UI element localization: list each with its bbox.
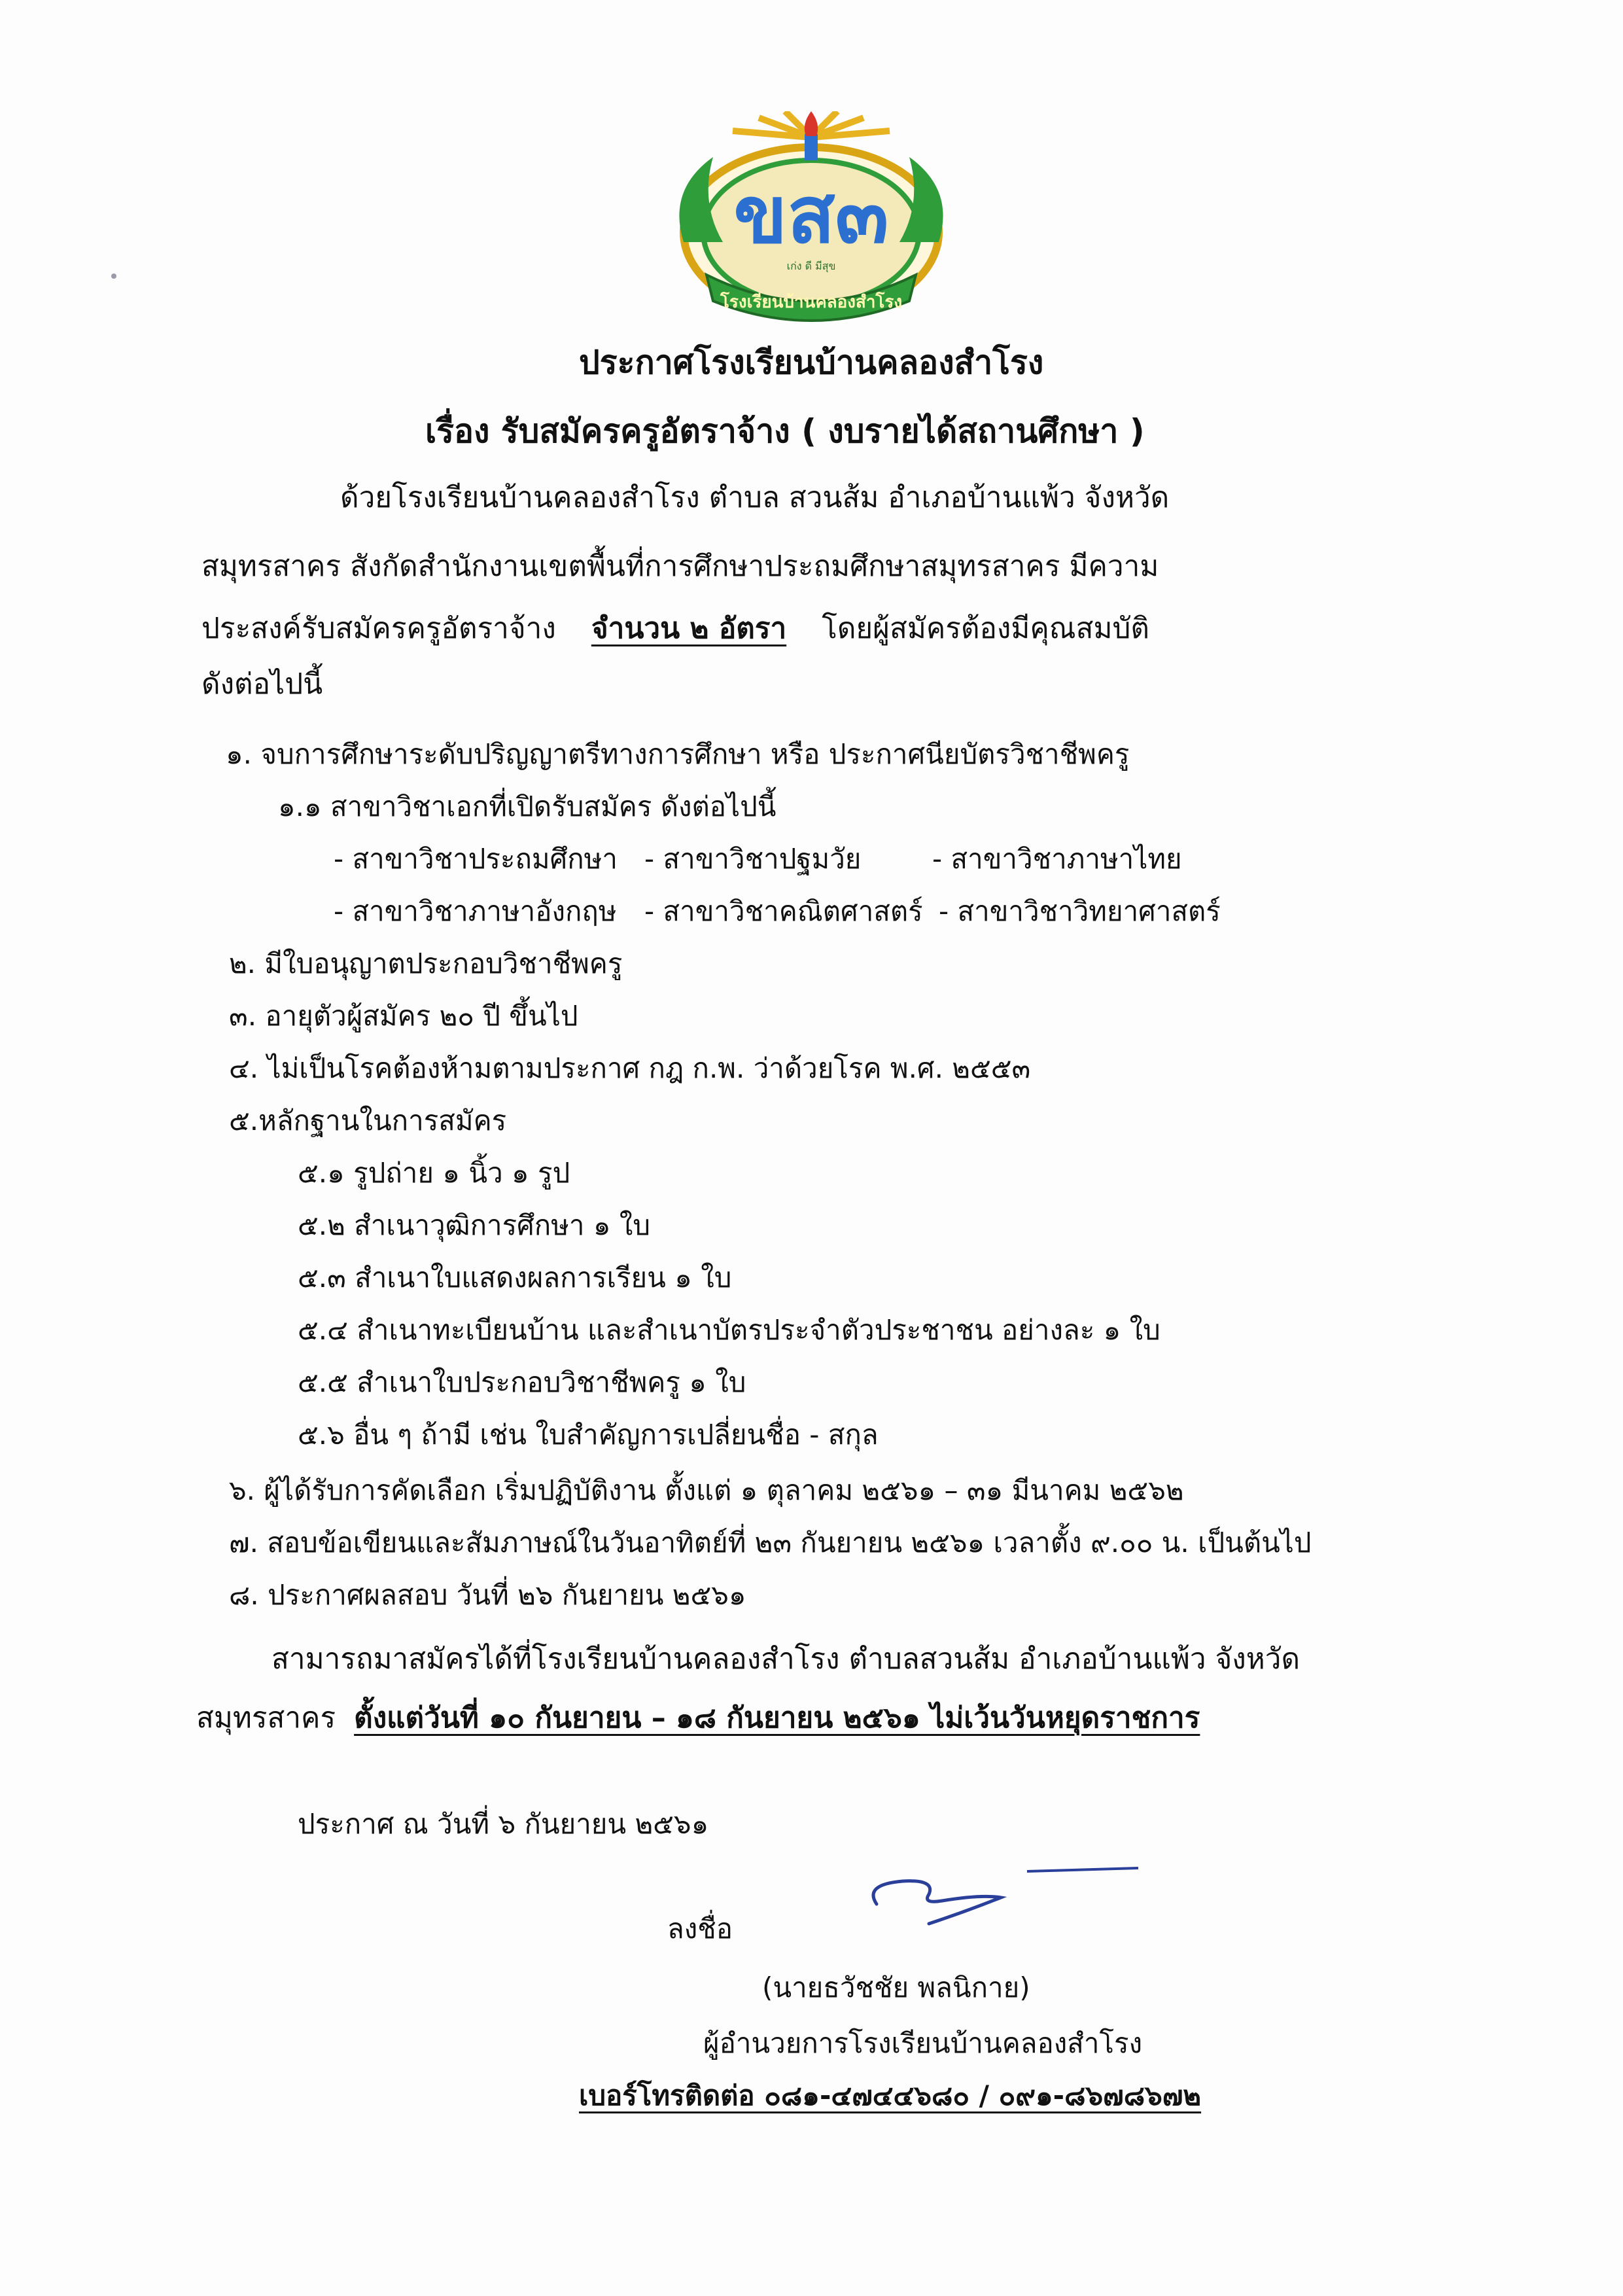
- apply-period: ตั้งแต่วันที่ ๑๐ กันยายน – ๑๘ กันยายน ๒๕๖๑ ไม่เว้นวันหยุดราชการ: [354, 1701, 1200, 1735]
- announcement-subject: เรื่อง รับสมัครครูอัตราจ้าง ( งบรายได้สถานศึกษา ): [425, 412, 1145, 450]
- major-item: - สาขาวิชาภาษาอังกฤษ: [334, 895, 617, 927]
- sign-label: ลงชื่อ: [667, 1913, 733, 1945]
- contact-phone: เบอร์โทรติดต่อ ๐๘๑-๔๗๔๔๖๘๐ / ๐๙๑-๘๖๗๘๖๗๒: [579, 2079, 1202, 2111]
- apply-line-2: [196, 1695, 1200, 1740]
- item-2: ๒. มีใบอนุญาตประกอบวิชาชีพครู: [229, 947, 623, 980]
- document-item: ๕.๑ รูปถ่าย ๑ นิ้ว ๑ รูป: [298, 1157, 570, 1189]
- document-item: ๕.๓ สำเนาใบแสดงผลการเรียน ๑ ใบ: [298, 1262, 732, 1294]
- intro-line-3-end: โดยผู้สมัครต้องมีคุณสมบัติ: [822, 612, 1149, 645]
- signer-name: (นายธวัชชัย พลนิกาย): [762, 1971, 1030, 2004]
- intro-line-3: [201, 605, 1149, 651]
- intro-line-2: สมุทรสาคร สังกัดสำนักงานเขตพื้นที่การศึกษาประถมศึกษาสมุทรสาคร มีความ: [201, 550, 1159, 583]
- apply-province: สมุทรสาคร: [196, 1701, 336, 1735]
- intro-line-1: ด้วยโรงเรียนบ้านคลองสำโรง ตำบล สวนส้ม อำเภอบ้านแพ้ว จังหวัด: [340, 481, 1170, 514]
- announcement-date: ประกาศ ณ วันที่ ๖ กันยายน ๒๕๖๑: [298, 1808, 709, 1840]
- signer-position: ผู้อำนวยการโรงเรียนบ้านคลองสำโรง: [703, 2027, 1143, 2059]
- major-item: - สาขาวิชาประถมศึกษา: [334, 843, 618, 875]
- document-item: ๕.๕ สำเนาใบประกอบวิชาชีพครู ๑ ใบ: [298, 1366, 746, 1398]
- major-item: - สาขาวิชาคณิตศาสตร์: [644, 895, 923, 927]
- intro-line-3-start: ประสงค์รับสมัครครูอัตราจ้าง: [201, 612, 556, 645]
- item-1-1: ๑.๑ สาขาวิชาเอกที่เปิดรับสมัคร ดังต่อไปนี้: [278, 790, 777, 822]
- scan-speck: [111, 274, 116, 279]
- document-item: ๕.๔ สำเนาทะเบียนบ้าน และสำเนาบัตรประจำตัวประชาชน อย่างละ ๑ ใบ: [298, 1314, 1161, 1346]
- school-logo: [661, 111, 962, 327]
- item-6: ๖. ผู้ได้รับการคัดเลือก เริ่มปฏิบัติงาน ตั้งแต่ ๑ ตุลาคม ๒๕๖๑ – ๓๑ มีนาคม ๒๕๖๒: [229, 1474, 1184, 1506]
- item-5: ๕.หลักฐานในการสมัคร: [229, 1104, 507, 1137]
- item-4: ๔. ไม่เป็นโรคต้องห้ามตามประกาศ กฎ ก.พ. ว่าด้วยโรค พ.ศ. ๒๕๕๓: [229, 1052, 1031, 1084]
- major-item: - สาขาวิชาภาษาไทย: [932, 843, 1182, 875]
- position-count: จำนวน ๒ อัตรา: [591, 612, 787, 645]
- logo-motto: เก่ง ดี มีสุข: [786, 260, 836, 272]
- intro-line-4: ดังต่อไปนี้: [201, 667, 323, 701]
- item-8: ๘. ประกาศผลสอบ วันที่ ๒๖ กันยายน ๒๕๖๑: [229, 1579, 746, 1611]
- item-1: ๑. จบการศึกษาระดับปริญญาตรีทางการศึกษา หรือ ประกาศนียบัตรวิชาชีพครู: [226, 738, 1130, 770]
- document-item: ๕.๖ อื่น ๆ ถ้ามี เช่น ใบสำคัญการเปลี่ยนชื่อ - สกุล: [298, 1419, 879, 1451]
- logo-ribbon-text: โรงเรียนบ้านคลองสำโรง: [720, 292, 903, 312]
- logo-emblem-text: ขส๓: [733, 170, 889, 261]
- item-3: ๓. อายุตัวผู้สมัคร ๒๐ ปี ขึ้นไป: [229, 1000, 578, 1032]
- major-item: - สาขาวิชาวิทยาศาสตร์: [939, 895, 1221, 927]
- apply-line-1: สามารถมาสมัครได้ที่โรงเรียนบ้านคลองสำโรง ตำบลสวนส้ม อำเภอบ้านแพ้ว จังหวัด: [271, 1642, 1300, 1676]
- announcement-title: ประกาศโรงเรียนบ้านคลองสำโรง: [579, 344, 1044, 381]
- signature-mark: [850, 1858, 1164, 1937]
- item-7: ๗. สอบข้อเขียนและสัมภาษณ์ในวันอาทิตย์ที่ ๒๓ กันยายน ๒๕๖๑ เวลาตั้ง ๙.๐๐ น. เป็นต้นไป: [229, 1527, 1312, 1559]
- major-item: - สาขาวิชาปฐมวัย: [644, 843, 862, 875]
- document-item: ๕.๒ สำเนาวุฒิการศึกษา ๑ ใบ: [298, 1209, 651, 1241]
